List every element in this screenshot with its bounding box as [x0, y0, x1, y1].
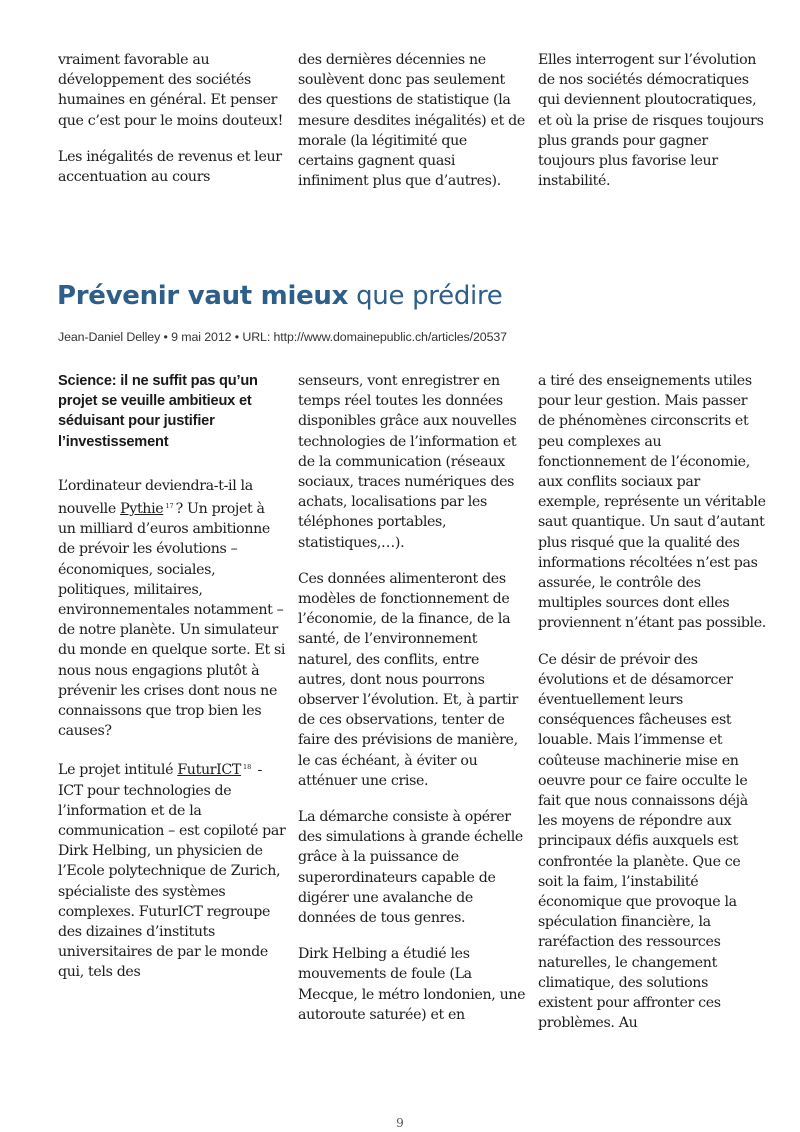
text-run: L’ordinateur deviendra-t-il la nouvelle — [58, 477, 253, 518]
article-title-rest: que prédire — [356, 281, 503, 311]
prev-article-column-1 — [58, 50, 286, 187]
text-run: ? Un projet à un milliard d’euros ambitionne de prévoir les évolutions – économiques, sociales, politiques, militaires, environnementales notamment – de notre planète. Un simulateur du monde en quelque sorte. Et si nous nous engagions plutôt à prévenir les crises dont nous ne connaissons que trop bien les causes? — [58, 501, 286, 740]
article-lead: Science: il ne suffit pas qu’un projet se veuille ambitieux et séduisant pour justifier l’investissement — [58, 373, 258, 450]
paragraph: Les inégalités de revenus et leur accentuation au cours — [58, 148, 282, 186]
paragraph: senseurs, vont enregistrer en temps réel toutes les données disponibles grâce aux nouvelles technologies de l’information et de la communication (réseaux sociaux, traces numériques des achats, localisations par les téléphones portables, statistiques,…). — [298, 373, 517, 551]
paragraph: Elles interrogent sur l’évolution de nos sociétés démocratiques qui deviennent ploutocratiques, et où la prise de risques toujours plus grands pour gagner toujours plus favorise leur instabilité. — [538, 52, 764, 190]
paragraph: des dernières décennies ne soulèvent donc pas seulement des questions de statistique (la mesure desdites inégalités) et de morale (la légitimité que certains gagnent quasi infiniment plus que d’autres). — [298, 52, 525, 190]
article-byline: Jean-Daniel Delley • 9 mai 2012 • URL: http://www.domainepublic.ch/articles/20537 — [58, 330, 507, 344]
article-column-1 — [58, 371, 286, 983]
footnote-ref[interactable]: 17 — [165, 502, 174, 511]
prev-article-column-3 — [538, 50, 766, 191]
paragraph: a tiré des enseignements utiles pour leur gestion. Mais passer de phénomènes circonscrits et peu complexes au fonctionnement de l’économie, aux conflits sociaux par exemple, représente un véritable saut quantique. Un saut d’autant plus risqué que la qualité des informations récoltées n’est pas assurée, le contrôle des multiples sources dont elles proviennent n’étant pas possible. — [538, 373, 766, 632]
paragraph — [58, 757, 286, 982]
page-number: 9 — [396, 1116, 404, 1130]
futurict-link[interactable]: FuturICT — [177, 762, 242, 779]
paragraph — [58, 476, 286, 742]
article-column-2 — [298, 371, 526, 1025]
text-run: Le projet intitulé — [58, 762, 174, 779]
paragraph: Ce désir de prévoir des évolutions et de désamorcer éventuellement leurs conséquences fâcheuses est louable. Mais l’immense et coûteuse machinerie mise en oeuvre pour ce faire occulte le fait que nous connaissons déjà les moyens de répondre aux principaux défis auxquels est confrontée la planète. Que ce soit la faim, l’instabilité économique que provoque la spéculation financière, la raréfaction des ressources naturelles, le changement climatique, des solutions existent pour affronter ces problèmes. Au — [538, 651, 748, 1032]
paragraph: vraiment favorable au développement des sociétés humaines en général. Et penser que c’est pour le moins douteux! — [58, 52, 283, 129]
footnote-ref[interactable]: 18 — [243, 763, 252, 772]
paragraph: Ces données alimenteront des modèles de fonctionnement de l’économie, de la finance, de la santé, de l’environnement naturel, des conflits, entre autres, dont nous pourrons observer l’évolution. Et, à partir de ces observations, tenter de faire des prévisions de manière, le cas échéant, à éviter ou atténuer une crise. — [298, 570, 518, 789]
text-run: - ICT pour technologies de l’information et de la communication – est copiloté par Dirk Helbing, un physicien de l’Ecole polytechnique de Zurich, spécialiste des systèmes complexes. FuturICT regroupe des dizaines d’instituts universitaires de par le monde qui, tels des — [58, 762, 286, 981]
pythie-link[interactable]: Pythie — [120, 501, 164, 518]
article-column-3 — [538, 371, 766, 1034]
prev-article-column-2 — [298, 50, 526, 191]
article-title-bold: Prévenir vaut mieux — [57, 281, 349, 311]
paragraph: La démarche consiste à opérer des simulations à grande échelle grâce à la puissance de superordinateurs capable de digérer une avalanche de données de tous genres. — [298, 809, 523, 927]
article-title — [57, 281, 502, 311]
paragraph: Dirk Helbing a étudié les mouvements de foule (La Mecque, le métro londonien, une autoroute saturée) et en — [298, 946, 526, 1023]
